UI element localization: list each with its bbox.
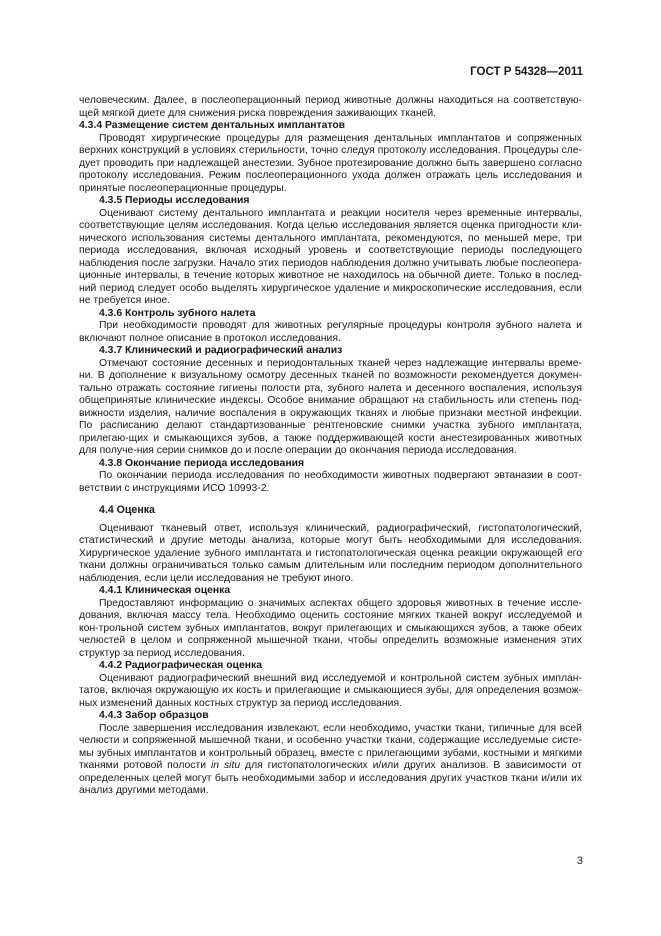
italic-term: in situ — [210, 760, 241, 771]
section-heading-4-4-1: 4.4.1 Клиническая оценка — [99, 585, 231, 596]
section-heading-4-3-5: 4.3.5 Периоды исследования — [99, 195, 250, 206]
paragraph: Оценивают систему дентального имплантата и реакции носителя через временные интервалы, соответствующие целям исследования. Когда целью исследования является оценка пригодности кли-нического использования системы дентального имплантата, рекомендуются, по меньшей мере, три периода исследования, включая исходный уровень и соответствующие периоды последующего наблюдения после загрузки. Начало этих периодов наблюдения должно учитывать любые послеопера-ционные интервалы, в течение которых животное не находилось на обычной диете. Только в послед-ний период следует особо выделять хирургическое удаление и микроскопические исследования, если не требуется иное. — [79, 207, 582, 306]
paragraph: Оценивают тканевый ответ, используя клинический, радиографический, гистопатологический, статистический и другие методы анализа, которые могут быть необходимыми для исследования. Хирургическое удаление зубного имплантата и гистопатологическая оценка реакции окружающей его ткани должны ограничиваться только самым длительным или последним периодом дополнительного наблюдения, если цели исследования не требуют иного. — [79, 522, 582, 584]
paragraph: Оценивают радиографический внешний вид исследуемой и контрольной систем зубных имплан-татов, включая окружающую их кость и прилегающие и смыкающиеся зубы, для определения возмож-ных изменений данных костных структур за период исследования. — [79, 672, 582, 709]
paragraph: При необходимости проводят для животных регулярные процедуры контроля зубного налета и включают полное описание в протокол исследования. — [79, 320, 582, 344]
section-heading-4-3-6: 4.3.6 Контроль зубного налета — [99, 307, 256, 319]
section-heading-4-3-8: 4.3.8 Окончание периода исследования — [99, 457, 305, 469]
paragraph: человеческим. Далее, в послеоперационный период животные должны находиться на соответствую-щей мягкой диете для снижения риска повреждения заживающих тканей. — [79, 95, 582, 119]
section-heading-4-3-7: 4.3.7 Клинический и радиографический анализ — [99, 345, 343, 356]
paragraph: Проводят хирургические процедуры для размещения дентальных имплантатов и сопряженных верхних конструкций в условиях стерильности, точно следуя протоколу исследования. Процедуры сле-дует проводить при надлежащей анестезии. Зубное протезирование должно быть завершено согласно протоколу исследования. Режим послеоперационного ухода должен отражать цель исследования и принятые послеоперационные процедуры. — [79, 132, 582, 194]
section-heading-4-3-4: 4.3.4 Размещение систем дентальных имплантатов — [79, 120, 346, 131]
section-heading-4-4: 4.4 Оценка — [99, 504, 155, 516]
paragraph: Предоставляют информацию о значимых аспектах общего здоровья животных в течение иссле-дования, включая массу тела. Необходимо оценить состояние мягких тканей вокруг исследуемой и кон-трольной систем зубных имплантатов, вокруг прилегающих и смыкающихся зубов, а также обеих челюстей в целом и сопряженной мышечной ткани, чтобы определить возможные изменения этих структур за период исследования. — [79, 597, 582, 659]
document-header: ГОСТ Р 54328—2011 — [470, 66, 583, 78]
section-heading-4-4-3: 4.4.3 Забор образцов — [99, 710, 209, 721]
paragraph: По окончании периода исследования по необходимости животных подвергают эвтаназии в соот-ветствии с инструкциями ИСО 10993-2. — [79, 470, 582, 494]
section-heading-4-4-2: 4.4.2 Радиографическая оценка — [99, 660, 262, 671]
page-number: 3 — [576, 855, 583, 867]
paragraph: После завершения исследования извлекают, если необходимо, участки ткани, типичные для всей челюсти и сопряженной мышечной ткани, и особенно участки ткани, содержащие исследуемые систе-мы зубных имплантатов и контрольный образец, вместе с прилегающими зубами, костными и мягкими тканями ротовой полости in situ для гистопатологических и/или других анализов. В зависимости от определенных целей могут быть необходимыми забор и исследования других участков ткани и/или их анализ другими методами. — [79, 722, 582, 796]
paragraph: Отмечают состояние десенных и периодонтальных тканей через надлежащие интервалы време-ни. В дополнение к визуальному осмотру десенных тканей по возможности рекомендуется докумен-тально отражать состояние гигиены полости рта, зубного налета и десенного воспаления, используя общепринятые клинические индексы. Особое внимание обращают на стабильность или степень под-вижности изделия, наличие воспаления в окружающих тканях и любые признаки местной инфекции. По расписанию делают стандартизованные рентгеновские снимки участка зубного имплантата, прилегаю-щих и смыкающихся зубов, а также поддерживающей кости анестезированных животных для получе-ния серии снимков до и после операции до окончания периода исследования. — [79, 357, 582, 456]
document-body — [79, 95, 582, 798]
